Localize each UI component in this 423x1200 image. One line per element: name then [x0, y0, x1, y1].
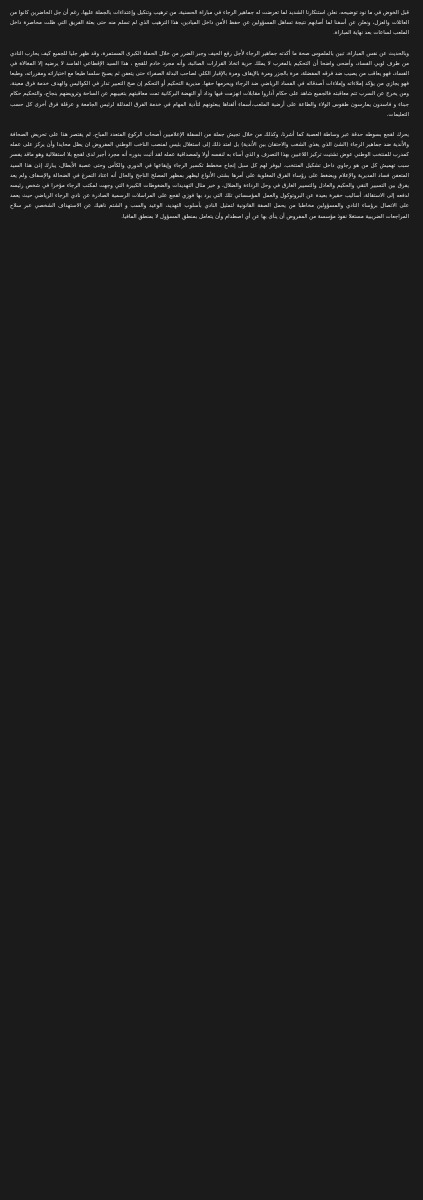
post-body	[10, 8, 409, 1200]
paragraph-refereeing: وبالحديث عن نفس المباراة، تبين بالملموس صحة ما أكدته جماهير الرجاء لأجل رفع الحيف وجبر الضرر من خلال الحملة الكبرى المستمرة، وقد ظهر جليا للجميع كيف يحارب النادي من طرف لوبي الفساد، وأضحى واضحا أن التحكيم بالمغرب لا يملك حرية اتخاذ القرارات الصائبة، وأنه مجرد خادم للقجع ، هذا السيد الإقطاعي الفاسد لا يرضيه إلا المغالاة في الفساد، فهو يعاقب من يصيب ضد فرقه المفضلة، مرة بالجزر ومرة بالإيقاف ومرة بالإقبار الكلي لصاحب البدلة الصفراء حتى يتعفن ثم يصبح سلسا طيعا مع اختياراته ومقرراته، وطبعا فهو يجازي من يؤكد إملاءاته وإملاءات أصدقائه في الفساد الرياضي ضد الرجاء ويحرمها حقها. مديرية التحكيم أو التحكم إن صح التعبير تدار في الكواليس والهدف خدمة فرق معينة، ومن يخرج عن السرب تتم معاقبته فالجميع شاهد على حكام أداروا مقابلات انهزمت فيها وداد أو النهضة البركانية تمت معاقبتهم بتغييبهم عن الساحة وترويضهم بنجاح، والتحكيم حكام جبناء و فاسدون يمارسون طقوس الولاء والطاعة على أرضية الملعب،أسماء ألفناها يبعثونهم لتأدية المهام في خدمة الفرق المدللة لرئيس الجامعة و عرقلة فرق أخرى كل حسب التعليمات.	[10, 50, 409, 118]
paragraph-intro: قبل الخوض في ما نود توضيحه، نعلن استنكارنا الشديد لما تعرضت له جماهير الرجاء في مباراة الحسنية، من ترهيب وتنكيل وإعتداءات بالجملة عليها، رغم أن جل الحاضرين كانوا من العائلات والعزل، ونعلن عن أسفنا لما أصابهم نتيجة تساهل المسؤولين عن حفظ الأمن داخل الميادين، هذا الترهيب الذي لم تسلم منه حتى بعثة الفريق التي ظلت محاصرة داخل الملعب لساعات بعد نهاية المباراة.	[10, 10, 409, 37]
paragraph-media: يحرك لقجع بسوطه حدقة عبر وساطة العصبة كما أشرنا، وكذلك من خلال تجيش جملة من السفلة الإعلاميين أصحاب الركوع المتعدد المباح، لم يقتصر هذا على تحريض الصحافة والأندية ضد جماهير الرجاء (الشئ الذي يغذي الشغب والاحتقان بين الأندية) بل امتد ذلك إلى استغلال بئيس لمنصب الناخب الوطني المفروض ان يظل محايدا وأن يركز على عمله كمدرب للمنتخب الوطني عوض تشتيت تركيز اللاعبين بهذا التصرف و الذي أساء به لنفسه أولا ولمصداقية عمله لقد أثبت بدوره أنه مجرد أجير لدى لقجع بلا استقلالية وهو ماقد يفسر سبب تهميش كل من هو رجاوي داخل تشكيل المنتخب. ليوفر لهم كل سبل إنجاح مخطط تكسير الرجاء وإيقاعها في الدوري والكأس وحتى عصبة الأبطال، يبارك إذن هذا السيد المتعفن فساد المديرية والإعلام ويضغط على رؤساء الفرق المغلوبة على أمرها بشتى الأنواع ليظهر بمظهر المصلح الناجح والحال أنه اعتاد التمرغ في الضحالة والإسفاف ولم يعد يفرق بين التسيير النقي والحكيم والعادل والتسيير الغارق في وحل الرداءة والضلال، و خير مثال التهديدات والضغوطات الكبيرة التي وجهت لمكتب الرجاء مؤخرا في شخص رئيسه لدفعه إلى الاستقالة، أساليب حقيرة بعيدة عن البروتوكول والعمل المؤسساتي تلك التي يرد بها فوزي لقجع على المراسلات الرسمية الصادرة عن نادي الرجاء الرياضي حيث يعمد على الاتصال برؤساء النادي والمسؤولين مخاطبا من يحمل الصفة القانونية لتمثيل النادي بأسلوب التهديد، الوعيد والسب و الشتم ناهيك عن الاستهداف الشخصي عبر سلاح المراجعات الضريبية مستغلا نفوذ مؤسسة من المفروض أن ينأى بها عن أي اصطدام وأن يتعامل بمنطق المسؤول لا بمنطق المافيا.	[10, 132, 409, 220]
